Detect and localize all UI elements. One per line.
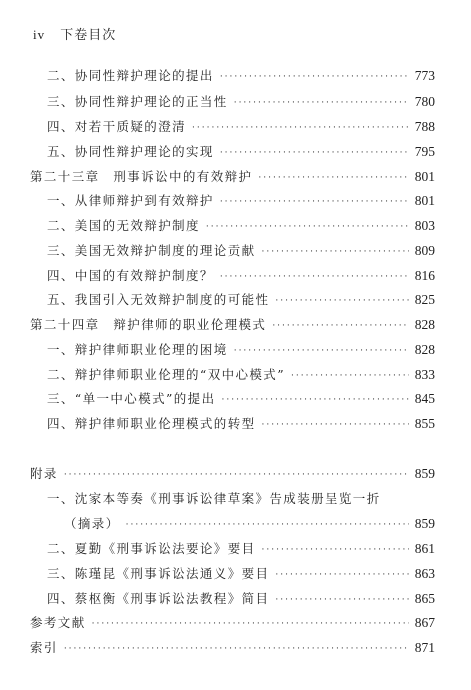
toc-entry-title: 五、协同性辩护理论的实现 [47,144,214,159]
toc-entry-title: 二、协同性辩护理论的提出 [47,68,214,83]
toc-entry-title: 第二十四章 辩护律师的职业伦理模式 [30,317,267,332]
toc-section-entry [47,67,435,85]
toc-page-number: 773 [414,68,435,83]
toc-dot-leader [64,465,409,483]
toc-entry-title: 四、对若干质疑的澄清 [47,119,187,134]
toc-page-number: 859 [414,466,435,481]
toc-entry-title: 四、辩护律师职业伦理模式的转型 [47,416,256,431]
toc-dot-leader [220,192,409,210]
toc-page-number: 803 [414,218,435,233]
toc-entry-title: 三、陈瑾昆《刑事诉讼法通义》要目 [47,566,270,581]
toc-page-number: 788 [414,119,435,134]
toc-dot-leader [64,639,409,657]
toc-dot-leader [220,143,409,161]
toc-dot-leader [221,390,409,408]
toc-entry-title: 二、美国的无效辩护制度 [47,218,200,233]
toc-dot-leader [206,217,409,235]
toc-dot-leader [126,515,409,533]
toc-page-number: 855 [414,416,435,431]
toc-page-number: 859 [414,516,435,531]
toc-dot-leader [275,565,409,583]
toc-entry-title: 五、我国引入无效辩护制度的可能性 [47,292,270,307]
toc-section-entry [47,192,435,210]
toc-dot-leader [262,415,409,433]
toc-page-number: 828 [414,342,435,357]
toc-section-entry [47,490,435,508]
toc-section-entry [47,565,435,583]
toc-dot-leader [262,540,409,558]
toc-chapter-entry [30,614,435,632]
toc-section-entry [47,93,435,111]
toc-section-entry [47,540,435,558]
toc-entry-title: 四、蔡枢衡《刑事诉讼法教程》简目 [47,591,270,606]
toc-page-number: 871 [414,640,435,655]
header-title: 下卷目次 [60,28,117,43]
toc-entry-title: 二、夏勤《刑事诉讼法要论》要目 [47,541,256,556]
toc-dot-leader [234,341,409,359]
toc-dot-leader [192,118,409,136]
toc-dot-leader [92,614,409,632]
toc-dot-leader [291,366,409,384]
toc-section-entry [47,341,435,359]
toc-page-number: 861 [414,541,435,556]
toc-dot-leader [275,590,409,608]
toc-section-entry [47,217,435,235]
toc-page-number: 809 [414,243,435,258]
toc-section-entry [47,390,435,408]
toc-section-entry [47,118,435,136]
toc-chapter-entry [30,168,435,186]
toc-entry-title: 三、美国无效辩护制度的理论贡献 [47,243,256,258]
toc-chapter-entry [30,465,435,483]
toc-entry-title: 一、沈家本等奏《刑事诉讼律草案》告成装册呈览一折 [47,491,381,506]
toc-section-entry [47,267,435,285]
toc-entry-title: 索引 [30,640,58,655]
toc-page-number: 833 [414,367,435,382]
toc-dot-leader [272,316,409,334]
toc-entry-title: 参考文献 [30,615,86,630]
toc-page-number: 867 [414,615,435,630]
toc-entry-title: 附录 [30,466,58,481]
toc-section-entry [47,590,435,608]
toc-page-number: 825 [414,292,435,307]
toc-dot-leader [220,67,409,85]
toc-section-entry [47,415,435,433]
toc-chapter-entry [30,316,435,334]
header-page-numeral: iv [33,27,46,42]
toc-dot-leader [220,267,409,285]
toc-dot-leader [258,168,409,186]
toc-page-number: 780 [414,94,435,109]
toc-entry-title: 二、辩护律师职业伦理的“双中心模式” [47,367,285,382]
toc-page-number: 795 [414,144,435,159]
toc-section-entry [64,515,435,533]
toc-page-number: 801 [414,193,435,208]
toc-page-number: 865 [414,591,435,606]
toc-page-number: 863 [414,566,435,581]
toc-page-number: 801 [414,169,435,184]
toc-entry-title: 一、从律师辩护到有效辩护 [47,193,214,208]
toc-entry-title: 三、协同性辩护理论的正当性 [47,94,228,109]
toc-section-entry [47,291,435,309]
toc-entry-title: 四、中国的有效辩护制度？ [47,268,214,283]
toc-section-entry [47,242,435,260]
toc-entry-title: 第二十三章 刑事诉讼中的有效辩护 [30,169,253,184]
toc-page-number: 816 [414,268,435,283]
toc-section-entry [47,366,435,384]
toc-entry-title: 一、辩护律师职业伦理的困境 [47,342,228,357]
toc-dot-leader [262,242,409,260]
toc-dot-leader [275,291,409,309]
toc-chapter-entry [30,639,435,657]
toc-page-number: 845 [414,391,435,406]
toc-entry-title: 三、“单一中心模式”的提出 [47,391,216,406]
toc-entry-title: （摘录） [64,516,120,531]
toc-page-number: 828 [414,317,435,332]
toc-dot-leader [234,93,409,111]
toc-section-entry [47,143,435,161]
